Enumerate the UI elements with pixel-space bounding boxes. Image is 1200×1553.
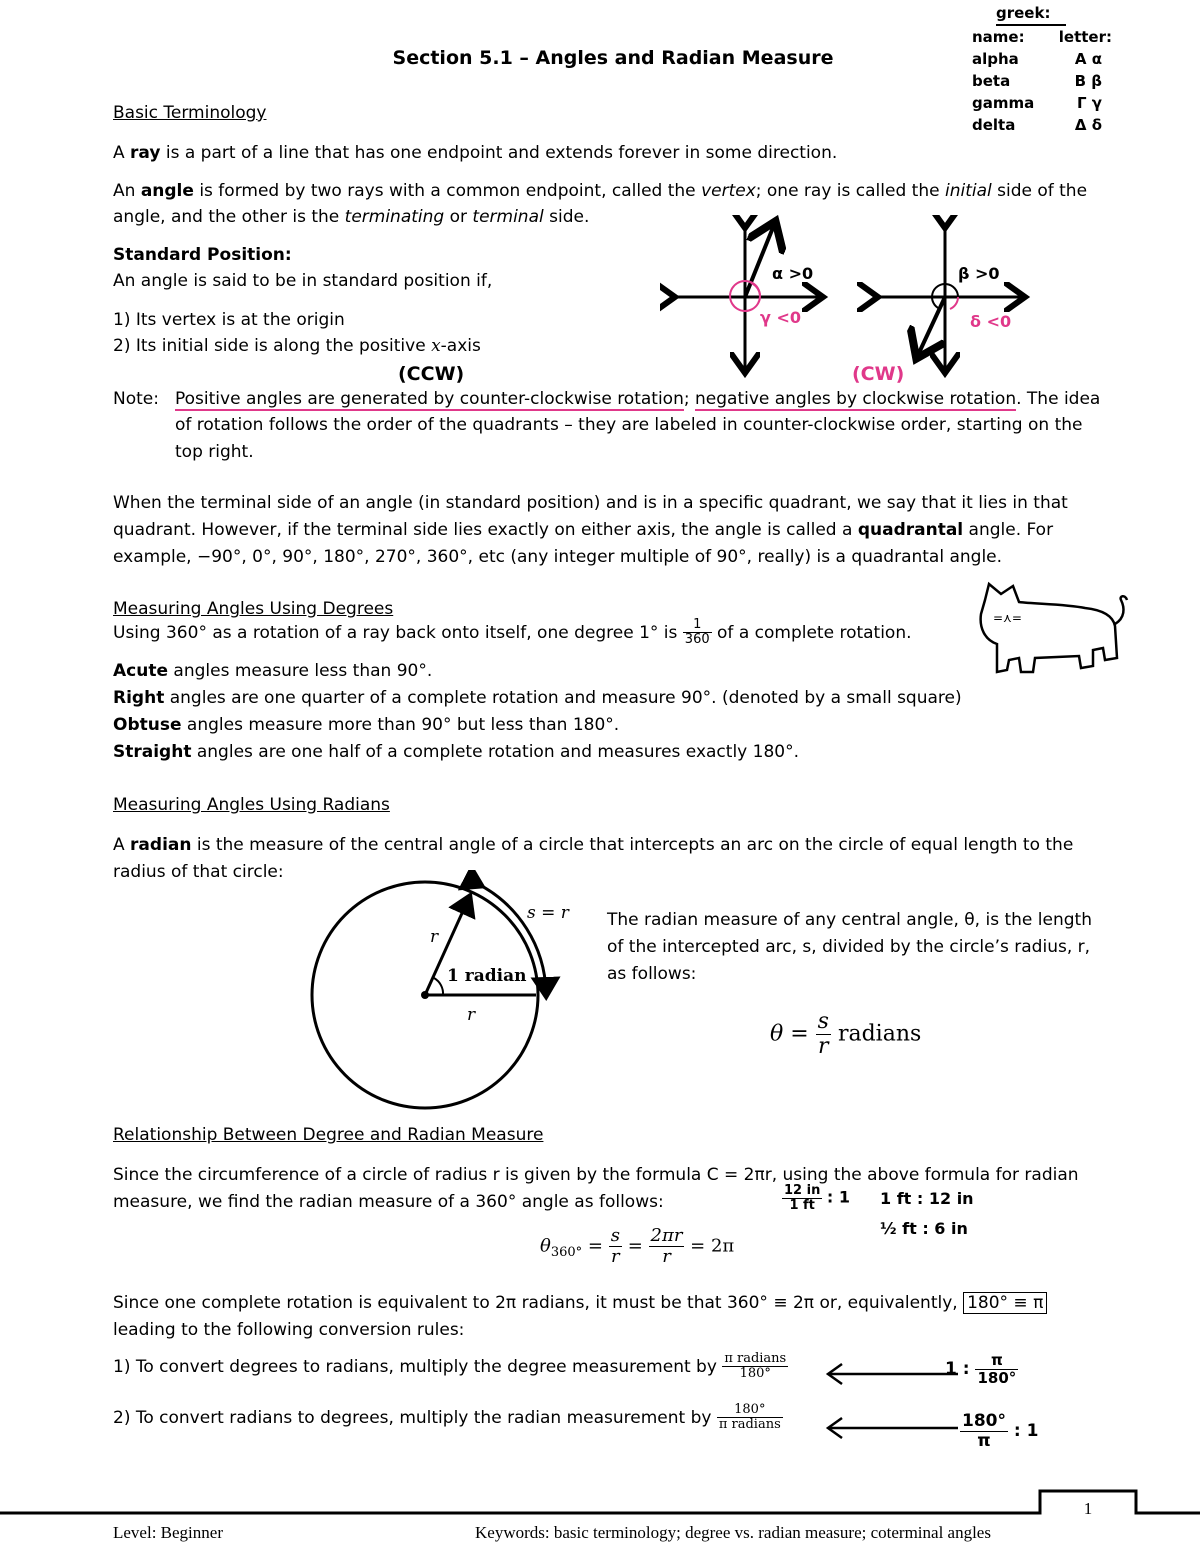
cw-note: (CW) [852,363,905,385]
degrees-heading: Measuring Angles Using Degrees [113,599,394,619]
greek-row [972,114,1112,136]
page-number: 1 [1083,1499,1093,1518]
figure2-negative-label: δ <0 [970,312,1012,331]
obtuse-angle: Obtuse angles measure more than 90° but less than 180°. [113,715,620,735]
standard-position-intro: An angle is said to be in standard position if, [113,271,493,292]
greek-name: alpha [972,50,1019,68]
figure1-positive-label: α >0 [772,264,814,283]
cat-doodle [975,578,1135,680]
greek-row [972,70,1112,92]
figure1-negative-label: γ <0 [760,308,802,327]
greek-letter: Γ γ [1077,94,1102,112]
radian-definition: A radian is the measure of the central angle of a circle that intercepts an arc on the circle of equal length to the radius of that circle: [113,835,1074,882]
footer-rule [0,1488,1200,1518]
page-title: Section 5.1 – Angles and Radian Measure [392,47,834,69]
figure-ccw-angle [672,225,820,370]
ray-definition: A ray is a part of a line that has one endpoint and extends forever in some direction. [113,143,838,163]
greek-name: delta [972,116,1016,134]
conversion-rule-1: 1) To convert degrees to radians, multiply the degree measurement by $\frac{\text{π radians}}{180^\circ}$ [113,1351,787,1382]
relationship-paragraph: Since the circumference of a circle of radius r is given by the formula C = 2πr, using the above formula for radian measure, we find the radian measure of a 360° angle as follows: [113,1165,1079,1212]
greek-letter: Δ δ [1074,116,1102,134]
straight-angle: Straight angles are one half of a complete rotation and measures exactly 180°. [113,742,799,762]
basic-terminology-heading: Basic Terminology [113,103,267,123]
standard-position-figures [660,215,1040,385]
angle-types [113,658,1013,766]
theta-360-equation: $\theta_{360^\circ}$ = $\frac{s}{r}$ = $\frac{2\pi r}{r}$ = 2π [540,1225,735,1267]
greek-row [972,92,1112,114]
conversion-rule-2: 2) To convert radians to degrees, multiply the radian measurement by $\frac{180^\circ}{\text{π radians}}$ [113,1402,781,1433]
radian-description: The radian measure of any central angle, θ, is the length of the intercepted arc, s, divided by the circle’s radius, r, as follows: [607,910,1092,984]
equivalence-paragraph: Since one complete rotation is equivalent to 2π radians, it must be that 360° ≡ 2π or, equivalently, 180° ≡ π leading to the following conversion rules: [113,1290,1123,1344]
greek-letter: B β [1074,72,1102,90]
ccw-note: (CCW) [398,363,465,385]
figure2-positive-label: β >0 [958,264,1000,283]
standard-position-heading: Standard Position: [113,245,292,265]
standard-position [113,242,673,359]
greek-note-header: greek: [996,2,1066,26]
radian-formula: θ = $\frac{s}{r}$ radians [770,1009,922,1060]
greek-name: gamma [972,94,1035,112]
radians-heading: Measuring Angles Using Radians [113,795,390,815]
greek-col-letter: letter: [1058,28,1112,46]
arc-label: s = r [527,903,569,923]
footer-keywords: Keywords: basic terminology; degree vs. radian measure; coterminal angles [475,1523,991,1542]
figure-cw-angle [875,225,1022,370]
handwritten-ratio-b: 1 ft : 12 in ½ ft : 6 in [880,1189,974,1238]
handwritten-rule1: 1 : $\frac{\pi}{180^\circ}$ [945,1351,1017,1387]
right-angle: Right angles are one quarter of a complete rotation and measure 90°. (denoted by a small square) [113,688,962,708]
relationship-heading: Relationship Between Degree and Radian Measure [113,1125,544,1145]
degree-definition: Using 360° as a rotation of a ray back onto itself, one degree 1° is $\frac{1}{360}$ of a complete rotation. [113,617,912,648]
radius-label-horizontal: r [467,1005,476,1025]
note-label: Note: [113,389,159,409]
positive-angle-note: Positive angles are generated by counter-clockwise rotation [175,389,684,409]
greek-col-name: name: [972,28,1025,46]
angle-definition: An angle is formed by two rays with a common endpoint, called the vertex; one ray is called the initial side of the angle, and the other is the terminating or terminal side. [113,181,1088,228]
quadrantal-paragraph: When the terminal side of an angle (in standard position) and is in a specific quadrant, we say that it lies in that quadrant. However, if the terminal side lies exactly on either axis, the angle is called a quadrantal angle. For example, −90°, 0°, 90°, 180°, 270°, 360°, etc (any integer multiple of 90°, really) is a quadrantal angle. [113,493,1068,567]
footer-level: Level: Beginner [113,1523,223,1542]
note-text: Positive angles are generated by counter-clockwise rotation; negative angles by clockwise rotation. The idea of rotation follows the order of the quadrants – they are labeled in counter-clockwise order, starting on the top right. [175,389,1101,462]
greek-row [972,48,1112,70]
negative-angle-note: negative angles by clockwise rotation [695,389,1017,409]
radius-label-slanted: r [430,927,439,947]
list-item: 1) Its vertex is at the origin [113,309,345,330]
svg-text:=⋏=: =⋏= [993,611,1022,625]
list-item: 2) Its initial side is along the positive x-axis [113,336,481,357]
greek-name: beta [972,72,1011,90]
greek-letter: A α [1074,50,1102,68]
key-equivalence-box: 180° ≡ π [963,1292,1047,1314]
handwritten-rule2: $\frac{180^\circ}{\pi}$ : 1 [962,1411,1039,1451]
greek-note [972,2,1112,136]
handwritten-ratio-a: $\frac{12 in}{1 ft}$ : 1 [784,1183,850,1214]
one-radian-label: 1 radian [447,966,527,986]
acute-angle: Acute angles measure less than 90°. [113,661,433,681]
